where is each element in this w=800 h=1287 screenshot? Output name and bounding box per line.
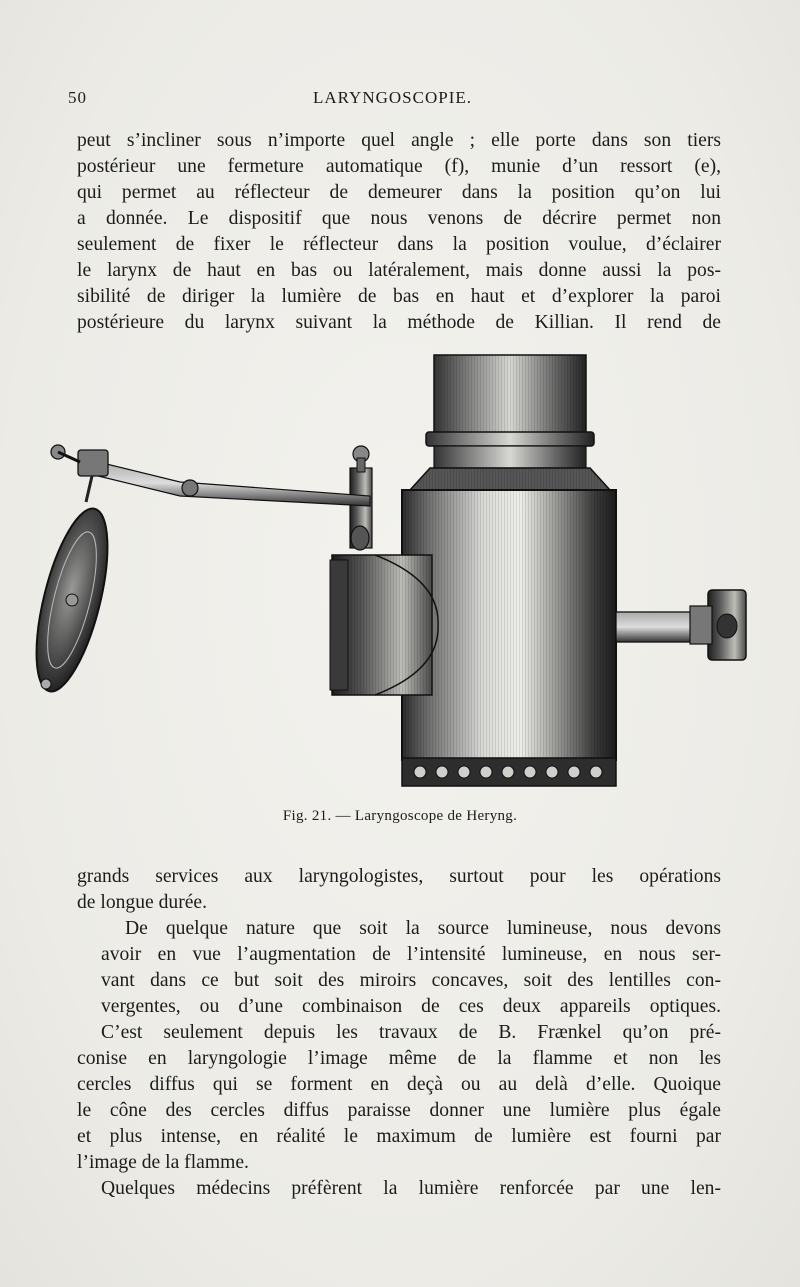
text-line: De quelque nature que soit la source lumineuse, nous devons — [125, 918, 721, 939]
text-line: avoir en vue l’augmentation de l’intensité lumineuse, en nous ser- — [101, 944, 721, 965]
text-line: postérieure du larynx suivant la méthode de Killian. Il rend de — [77, 312, 721, 333]
text-line: seulement de fixer le réflecteur dans la position voulue, d’éclairer — [77, 234, 721, 255]
running-title: LARYNGOSCOPIE. — [313, 88, 472, 107]
page-number: 50 — [68, 88, 87, 107]
laryngoscope-illustration — [30, 350, 770, 800]
text-line: vergentes, ou d’une combinaison de ces deux appareils optiques. — [101, 996, 721, 1017]
paragraph-continued — [77, 864, 721, 916]
paragraph-lens — [77, 1176, 721, 1202]
paragraph-top — [77, 128, 721, 336]
text-line: cercles diffus qui se forment en deçà ou au delà d’elle. Quoique — [77, 1074, 721, 1095]
text-line: conise en laryngologie l’image même de la flamme et non les — [77, 1048, 721, 1069]
text-line: le cône des cercles diffus paraisse donner une lumière plus égale — [77, 1100, 721, 1121]
text-line: peut s’incliner sous n’importe quel angle ; elle porte dans son tiers — [77, 130, 721, 151]
paragraph-light-source — [77, 916, 721, 1020]
paragraph-fraenkel — [77, 1020, 721, 1176]
text-line: et plus intense, en réalité le maximum de lumière est fourni par — [77, 1126, 721, 1147]
text-line: le larynx de haut en bas ou latéralement, mais donne aussi la pos- — [77, 260, 721, 281]
text-line: C’est seulement depuis les travaux de B. Frænkel qu’on pré- — [101, 1022, 721, 1043]
text-line: de longue durée. — [77, 892, 208, 913]
text-line: grands services aux laryngologistes, surtout pour les opérations — [77, 866, 721, 887]
page-header — [68, 88, 718, 118]
text-line: postérieur une fermeture automatique (f), munie d’un ressort (e), — [77, 156, 721, 177]
figure-caption: Fig. 21. — Laryngoscope de Heryng. — [282, 808, 518, 824]
text-line: qui permet au réflecteur de demeurer dans la position qu’on lui — [77, 182, 721, 203]
text-line: Quelques médecins préfèrent la lumière renforcée par une len- — [101, 1178, 721, 1199]
text-line: a donnée. Le dispositif que nous venons de décrire permet non — [77, 208, 721, 229]
text-line: vant dans ce but soit des miroirs concaves, soit des lentilles con- — [101, 970, 721, 991]
text-line: sibilité de diriger la lumière de bas en haut et d’explorer la paroi — [77, 286, 721, 307]
text-line: l’image de la flamme. — [77, 1152, 249, 1173]
